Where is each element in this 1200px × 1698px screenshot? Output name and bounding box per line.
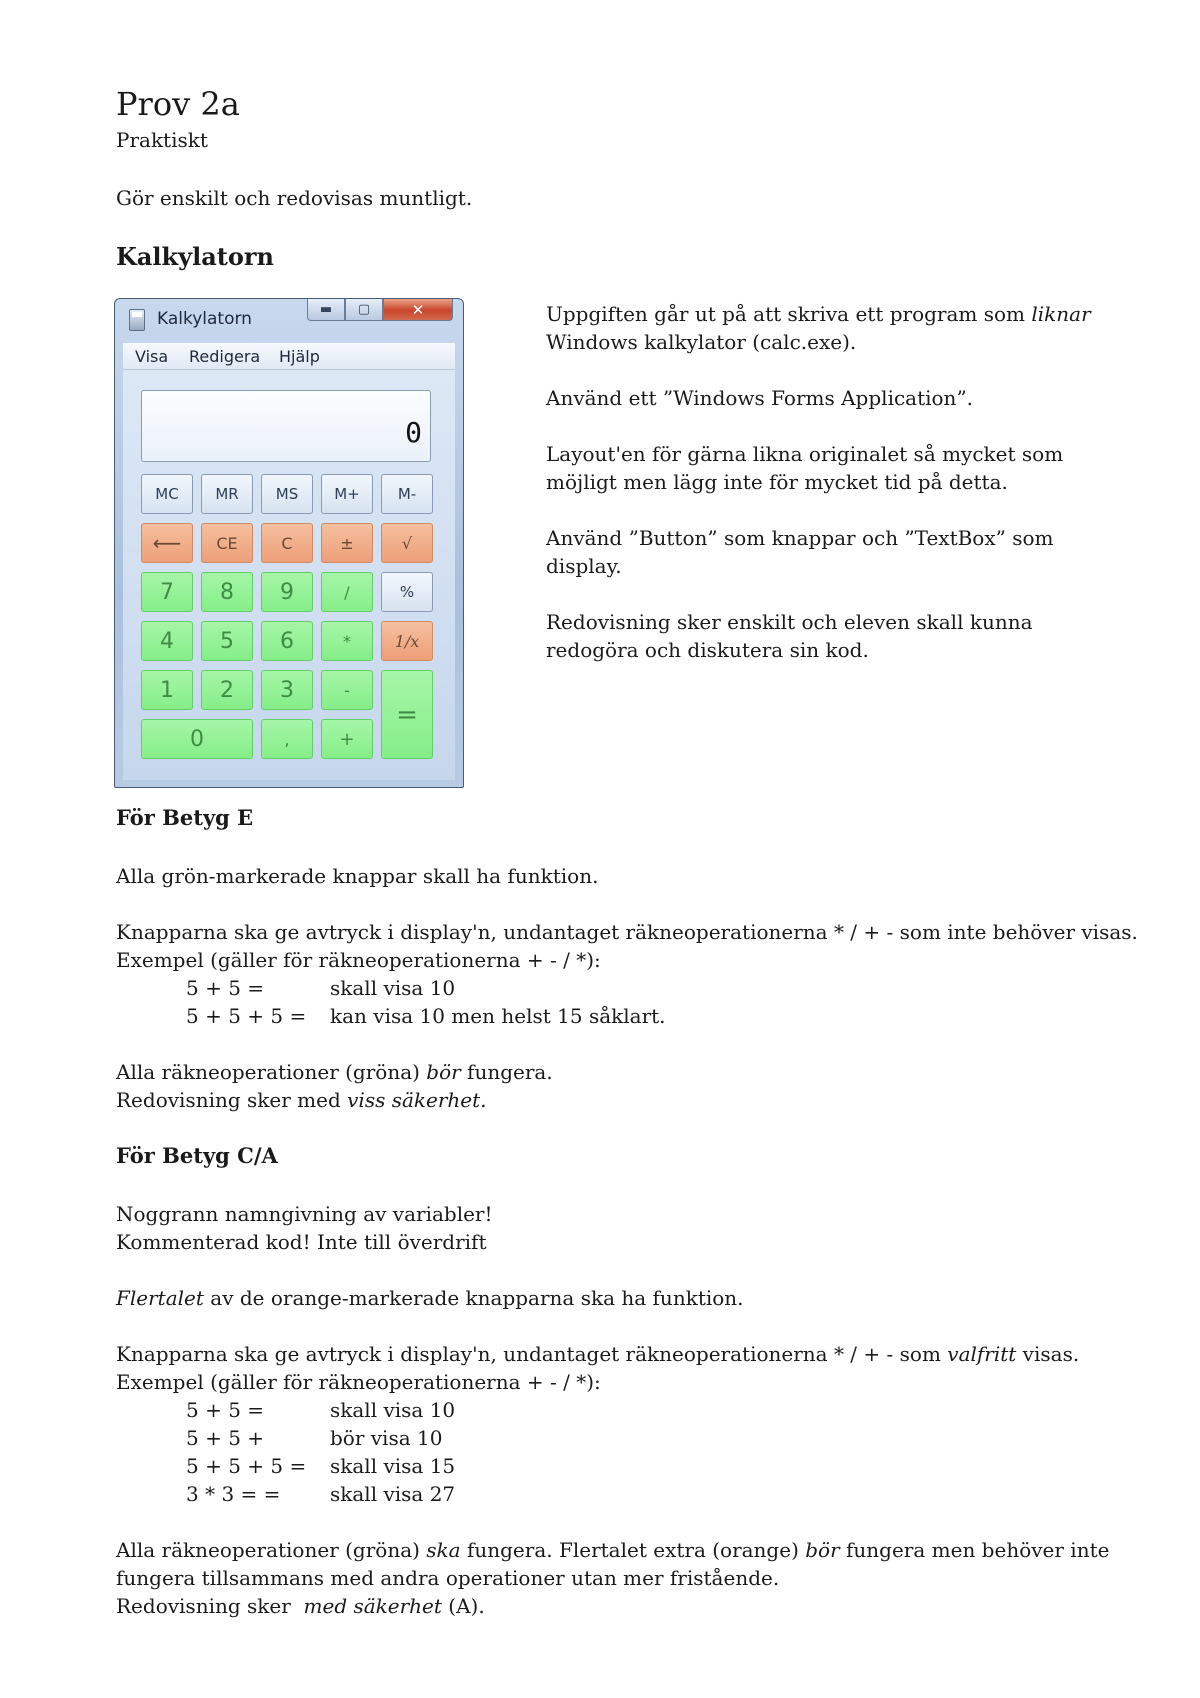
section-heading: Kalkylatorn bbox=[116, 242, 274, 271]
grade-e-l4-text: Alla räkneoperationer (gröna) bbox=[116, 1060, 427, 1084]
task-paragraph-3: Layout'en för gärna likna originalet så mycket som möjligt men lägg inte för mycket tid på detta. bbox=[546, 442, 1064, 494]
calculator-body bbox=[123, 370, 455, 780]
grade-ca-line-2: Kommenterad kod! Inte till överdrift bbox=[116, 1230, 487, 1254]
grade-e-line-1: Alla grön-markerade knappar skall ha funktion. bbox=[116, 864, 599, 888]
grade-e-example-result: kan visa 10 men helst 15 såklart. bbox=[330, 1004, 666, 1028]
key-reciprocal[interactable]: 1/x bbox=[381, 621, 433, 661]
grade-e-l4-emphasis: bör bbox=[426, 1060, 461, 1084]
task-p1-text: Uppgiften går ut på att skriva ett program som bbox=[546, 302, 1032, 326]
key-plus-minus[interactable]: ± bbox=[321, 523, 373, 563]
grade-ca-l4-text: Knapparna ska ge avtryck i display'n, undantaget räkneoperationerna * / + - som bbox=[116, 1342, 948, 1366]
grade-e-heading: För Betyg E bbox=[116, 805, 254, 830]
grade-ca-l6-emphasis-2: bör bbox=[805, 1538, 840, 1562]
backspace-icon: ⟵ bbox=[152, 531, 182, 555]
grade-ca-line-7: fungera tillsammans med andra operationer utan mer fristående. bbox=[116, 1566, 780, 1590]
task-p1-text-end: Windows kalkylator (calc.exe). bbox=[546, 330, 857, 354]
key-backspace[interactable] bbox=[141, 523, 193, 563]
grade-ca-example-result: skall visa 15 bbox=[330, 1454, 456, 1478]
task-description bbox=[546, 300, 1106, 692]
key-divide[interactable]: / bbox=[321, 572, 373, 612]
menu-visa[interactable]: Visa bbox=[135, 347, 169, 366]
grade-ca-example-expr: 5 + 5 + bbox=[186, 1426, 265, 1450]
grade-e-l5-emphasis: viss säkerhet. bbox=[347, 1088, 487, 1112]
key-7[interactable]: 7 bbox=[141, 572, 193, 612]
display-value: 0 bbox=[405, 416, 422, 449]
key-m-minus[interactable]: M- bbox=[381, 474, 433, 514]
key-3[interactable]: 3 bbox=[261, 670, 313, 710]
calculator-display bbox=[141, 390, 431, 462]
grade-ca-example-expr: 3 * 3 = = bbox=[186, 1482, 281, 1506]
grade-e-example-expr: 5 + 5 = bbox=[186, 976, 265, 1000]
task-paragraph-2: Använd ett ”Windows Forms Application”. bbox=[546, 386, 974, 410]
key-minus[interactable]: - bbox=[321, 670, 373, 710]
key-ce[interactable]: CE bbox=[201, 523, 253, 563]
calculator-app-icon bbox=[129, 309, 145, 331]
grade-ca-line-8 bbox=[116, 1592, 485, 1620]
key-mr[interactable]: MR bbox=[201, 474, 253, 514]
grade-ca-l6-emphasis: ska bbox=[426, 1538, 461, 1562]
task-paragraph-4: Använd ”Button” som knappar och ”TextBox” som display. bbox=[546, 526, 1054, 578]
key-8[interactable]: 8 bbox=[201, 572, 253, 612]
grade-e-l5-text: Redovisning sker med bbox=[116, 1088, 348, 1112]
grade-e-line-4 bbox=[116, 1058, 553, 1086]
maximize-button[interactable] bbox=[345, 299, 383, 321]
grade-e-line-3: Exempel (gäller för räkneoperationerna + - / *): bbox=[116, 948, 601, 972]
close-icon: ✕ bbox=[411, 300, 425, 319]
grade-ca-l4-emphasis: valfritt bbox=[947, 1342, 1017, 1366]
grade-ca-l3-text: av de orange-markerade knapparna ska ha funktion. bbox=[203, 1286, 744, 1310]
intro-text: Gör enskilt och redovisas muntligt. bbox=[116, 186, 473, 210]
key-mc[interactable]: MC bbox=[141, 474, 193, 514]
key-1[interactable]: 1 bbox=[141, 670, 193, 710]
menu-redigera[interactable]: Redigera bbox=[189, 347, 261, 366]
grade-ca-example-expr: 5 + 5 = bbox=[186, 1398, 265, 1422]
key-4[interactable]: 4 bbox=[141, 621, 193, 661]
grade-e-line-5 bbox=[116, 1086, 487, 1114]
grade-ca-l3-emphasis: Flertalet bbox=[116, 1286, 204, 1310]
key-m-plus[interactable]: M+ bbox=[321, 474, 373, 514]
grade-ca-example-result: skall visa 10 bbox=[330, 1398, 456, 1422]
key-5[interactable]: 5 bbox=[201, 621, 253, 661]
menu-hjalp[interactable]: Hjälp bbox=[279, 347, 320, 366]
grade-ca-line-5: Exempel (gäller för räkneoperationerna + - / *): bbox=[116, 1370, 601, 1394]
grade-ca-line-3 bbox=[116, 1284, 744, 1312]
title-bar bbox=[115, 299, 463, 339]
grade-ca-l8-text-end: (A). bbox=[441, 1594, 485, 1618]
calculator-window bbox=[114, 298, 464, 788]
close-button[interactable] bbox=[383, 299, 453, 321]
grade-ca-example-result: bör visa 10 bbox=[330, 1426, 443, 1450]
key-c[interactable]: C bbox=[261, 523, 313, 563]
key-comma[interactable]: , bbox=[261, 719, 313, 759]
grade-ca-example-expr: 5 + 5 + 5 = bbox=[186, 1454, 307, 1478]
key-equals[interactable]: = bbox=[381, 670, 433, 759]
grade-ca-l8-text: Redovisning sker bbox=[116, 1594, 304, 1618]
key-ms[interactable]: MS bbox=[261, 474, 313, 514]
grade-ca-l4-text-end: visas. bbox=[1016, 1342, 1080, 1366]
document-subtitle: Praktiskt bbox=[116, 128, 208, 152]
grade-ca-line-4 bbox=[116, 1340, 1079, 1368]
grade-ca-line-6 bbox=[116, 1536, 1109, 1564]
document-title: Prov 2a bbox=[116, 85, 240, 123]
task-paragraph-5: Redovisning sker enskilt och eleven skall kunna redogöra och diskutera sin kod. bbox=[546, 610, 1033, 662]
grade-ca-l6-text: Alla räkneoperationer (gröna) bbox=[116, 1538, 427, 1562]
task-p1-emphasis: liknar bbox=[1031, 302, 1091, 326]
key-0[interactable]: 0 bbox=[141, 719, 253, 759]
window-title: Kalkylatorn bbox=[157, 309, 252, 329]
key-percent[interactable]: % bbox=[381, 572, 433, 612]
grade-ca-line-1: Noggrann namngivning av variabler! bbox=[116, 1202, 493, 1226]
grade-ca-l6-text-mid: fungera. Flertalet extra (orange) bbox=[460, 1538, 806, 1562]
key-plus[interactable]: + bbox=[321, 719, 373, 759]
key-multiply[interactable]: * bbox=[321, 621, 373, 661]
key-sqrt[interactable]: √ bbox=[381, 523, 433, 563]
grade-ca-l6-text-end: fungera men behöver inte bbox=[839, 1538, 1110, 1562]
minimize-icon: ▬ bbox=[319, 302, 333, 317]
grade-ca-heading: För Betyg C/A bbox=[116, 1143, 278, 1168]
maximize-icon: ▢ bbox=[357, 302, 371, 317]
grade-ca-example-result: skall visa 27 bbox=[330, 1482, 456, 1506]
grade-e-l4-text-end: fungera. bbox=[460, 1060, 553, 1084]
key-2[interactable]: 2 bbox=[201, 670, 253, 710]
minimize-button[interactable] bbox=[307, 299, 345, 321]
grade-e-example-expr: 5 + 5 + 5 = bbox=[186, 1004, 307, 1028]
menu-bar bbox=[123, 343, 455, 370]
key-6[interactable]: 6 bbox=[261, 621, 313, 661]
grade-e-line-2: Knapparna ska ge avtryck i display'n, undantaget räkneoperationerna * / + - som inte behöver visas. bbox=[116, 920, 1138, 944]
grade-ca-l8-emphasis: med säkerhet bbox=[303, 1594, 442, 1618]
key-9[interactable]: 9 bbox=[261, 572, 313, 612]
grade-e-example-result: skall visa 10 bbox=[330, 976, 456, 1000]
window-controls bbox=[307, 299, 453, 323]
task-paragraph-1 bbox=[546, 300, 1106, 356]
